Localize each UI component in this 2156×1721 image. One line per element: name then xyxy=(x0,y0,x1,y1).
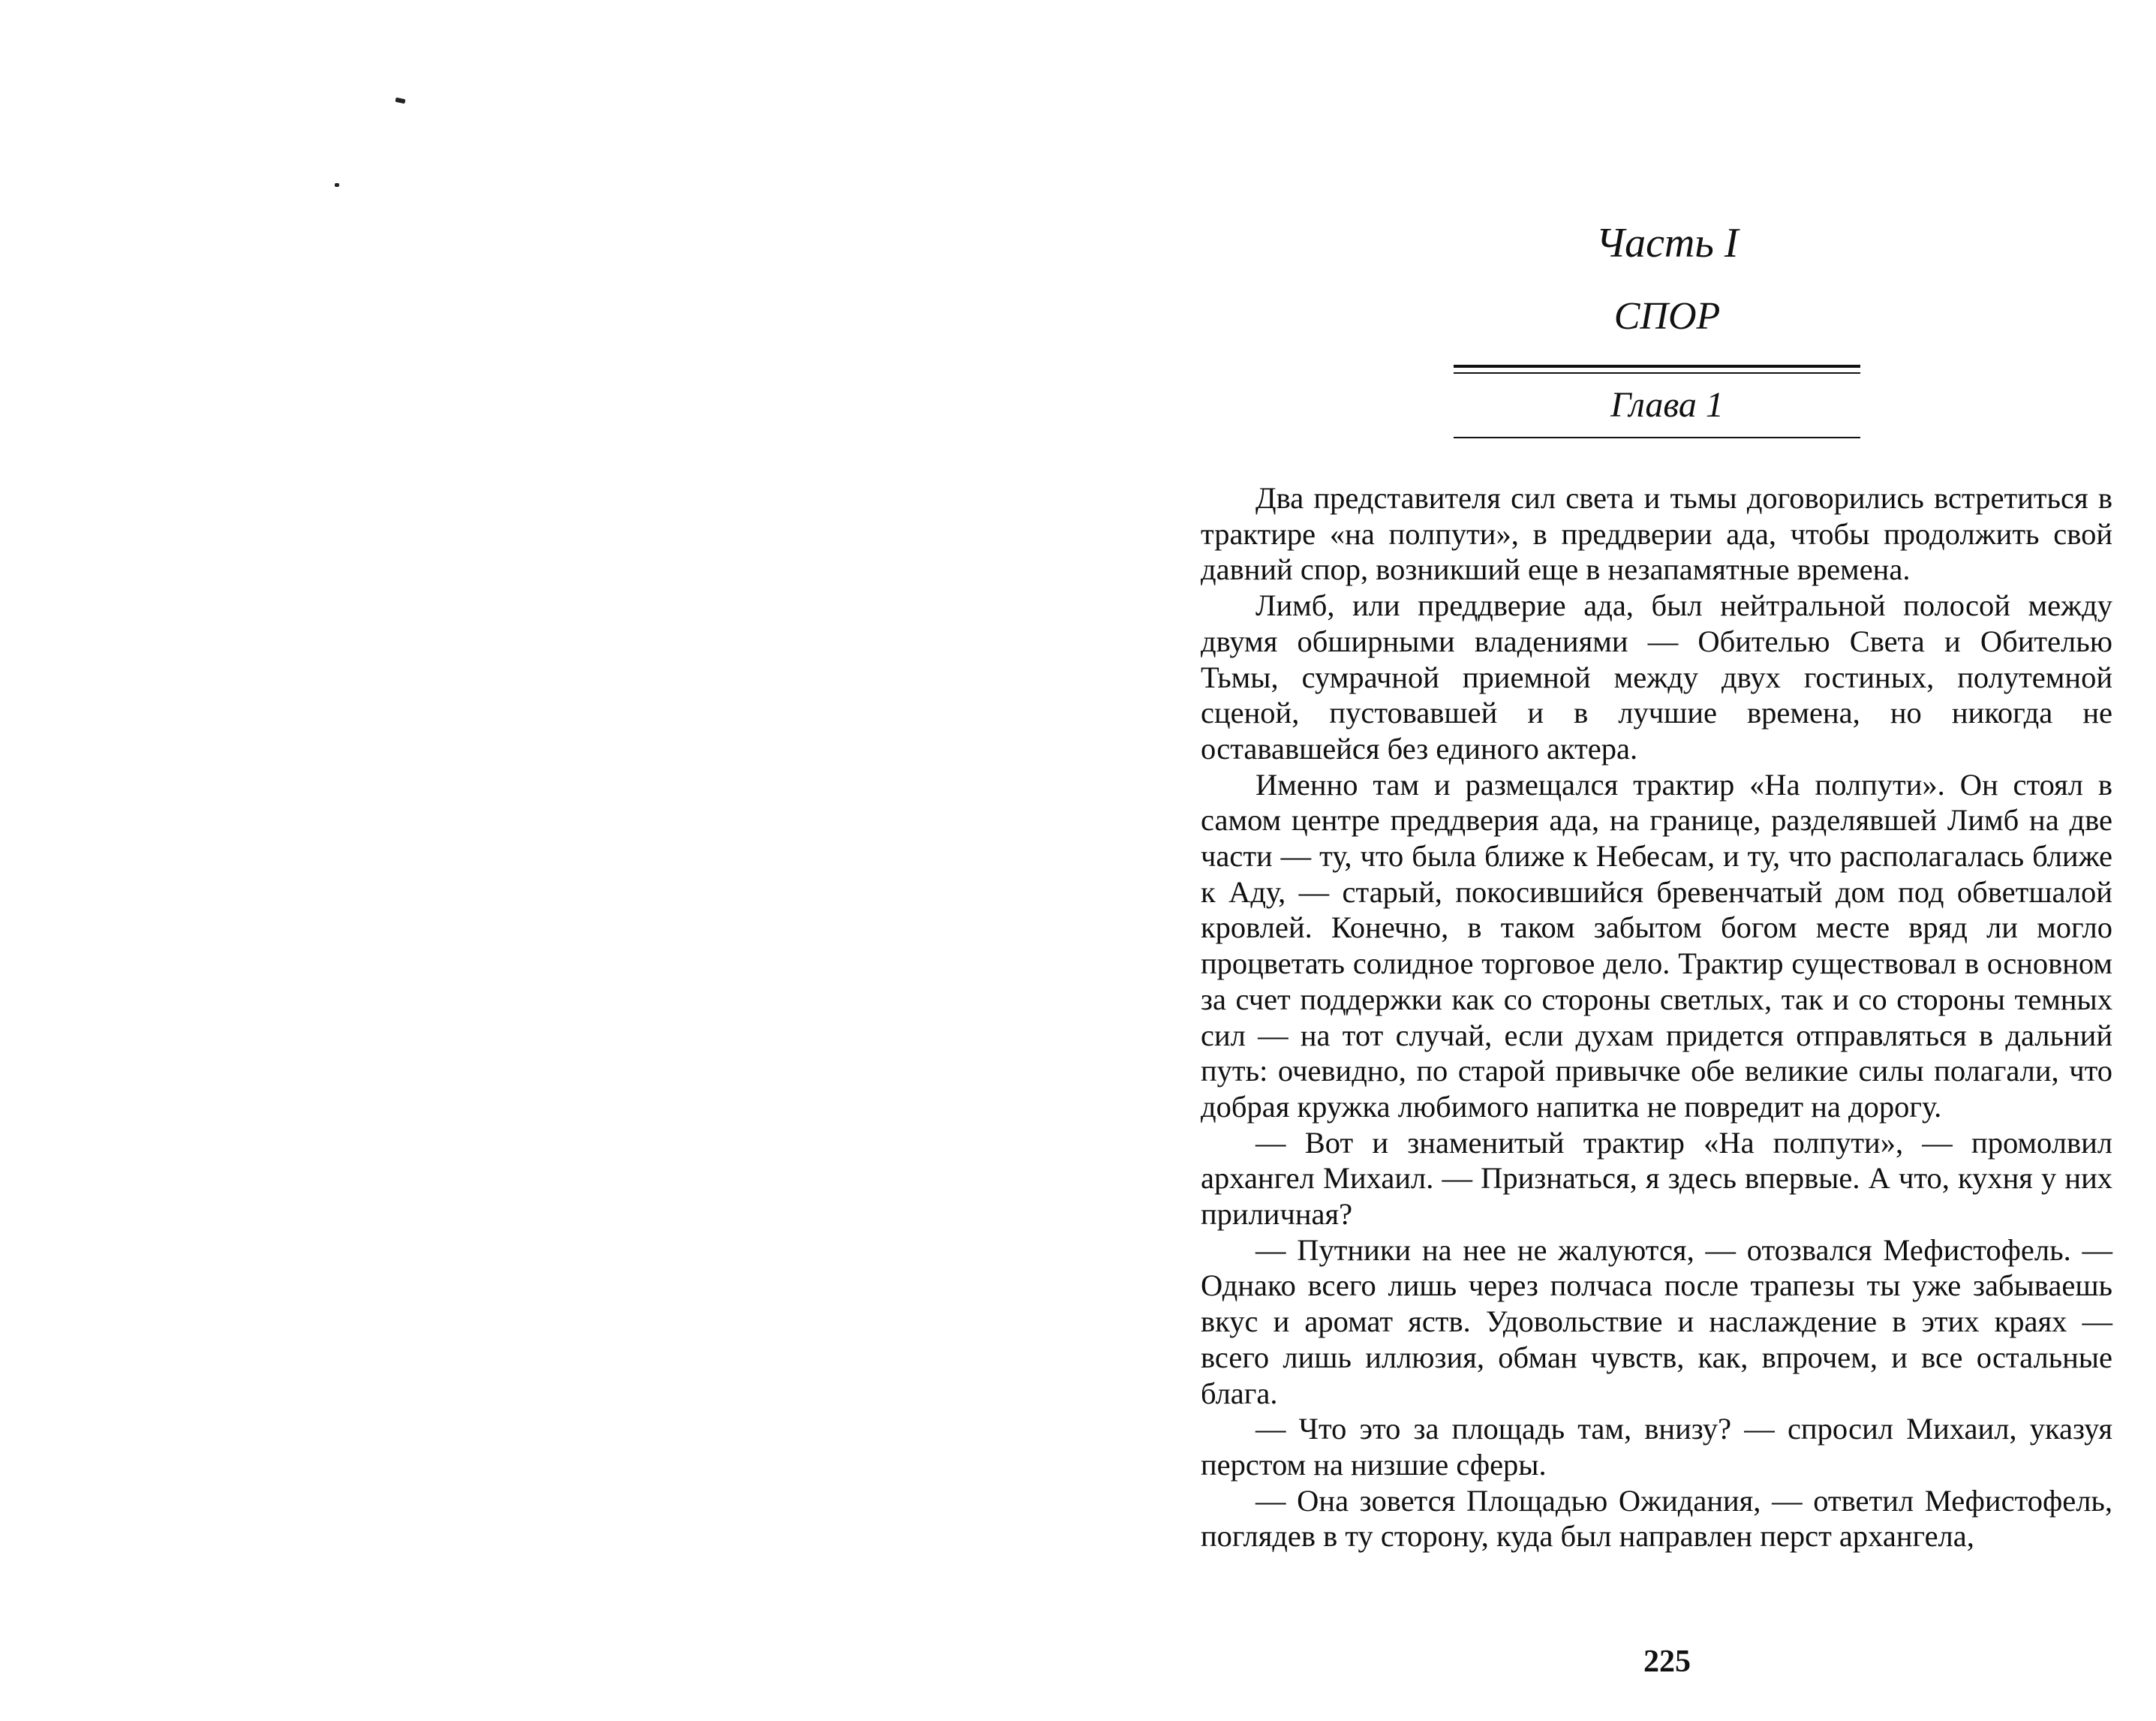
ink-speck xyxy=(395,98,406,104)
paragraph: — Путники на нее не жалуются, — отозвался Мефистофель. — Однако всего лишь через полчаса после трапезы ты уже забываешь вкус и аромат яств. Удовольствие и наслаждение в этих краях — всего лишь иллюзия, обман чувств, как, впрочем, и все остальные блага. xyxy=(1201,1232,2112,1410)
paragraph: Лимб, или преддверие ада, был нейтральной полосой между двумя обширными владениями — Обителью Света и Обителью Тьмы, сумрачной приемной между двух гостиных, полутемной сценой, пустовавшей и в лучшие времена, но никогда не остававшейся без единого актера. xyxy=(1201,588,2112,766)
double-rule-bottom xyxy=(1454,372,1860,374)
paragraph: — Что это за площадь там, внизу? — спросил Михаил, указуя перстом на низшие сферы. xyxy=(1201,1412,2112,1482)
chapter-title: Глава 1 xyxy=(1610,385,1724,425)
page-number: 225 xyxy=(1643,1644,1691,1679)
chapter-rule xyxy=(1454,437,1860,438)
paragraph: Именно там и размещался трактир «На полпути». Он стоял в самом центре преддверия ада, на границе, разделявшей Лимб на две части — ту, что была ближе к Небесам, и ту, что располагалась ближе к Аду, — старый, покосившийся бревенчатый дом под обветшалой кровлей. Конечно, в таком забытом богом месте вряд ли могло процветать солидное торговое дело. Трактир существовал в основном за счет поддержки как со стороны светлых, так и со стороны темных сил — на тот случай, если духам придется отправляться в дальний путь: очевидно, по старой привычке обе великие силы полагали, что добрая кружка любимого напитка не повредит на дорогу. xyxy=(1201,767,2112,1124)
part-title: Часть I xyxy=(1595,220,1739,266)
paragraph: — Вот и знаменитый трактир «На полпути», — промолвил архангел Михаил. — Признаться, я здесь впервые. А что, кухня у них приличная? xyxy=(1201,1125,2112,1232)
body-text xyxy=(1201,480,2112,1554)
paragraph: Два представителя сил света и тьмы договорились встретиться в трактире «на полпути», в преддверии ада, чтобы продолжить свой давний спор, возникший еще в незапамятные времена. xyxy=(1201,481,2112,587)
part-name: СПОР xyxy=(1613,295,1721,338)
right-page xyxy=(1201,0,2112,1721)
ink-speck xyxy=(335,183,339,187)
double-rule-top xyxy=(1454,365,1860,368)
paragraph: — Она зовется Площадью Ожидания, — ответил Мефистофель, поглядев в ту сторону, куда был направлен перст архангела, xyxy=(1201,1483,2112,1554)
